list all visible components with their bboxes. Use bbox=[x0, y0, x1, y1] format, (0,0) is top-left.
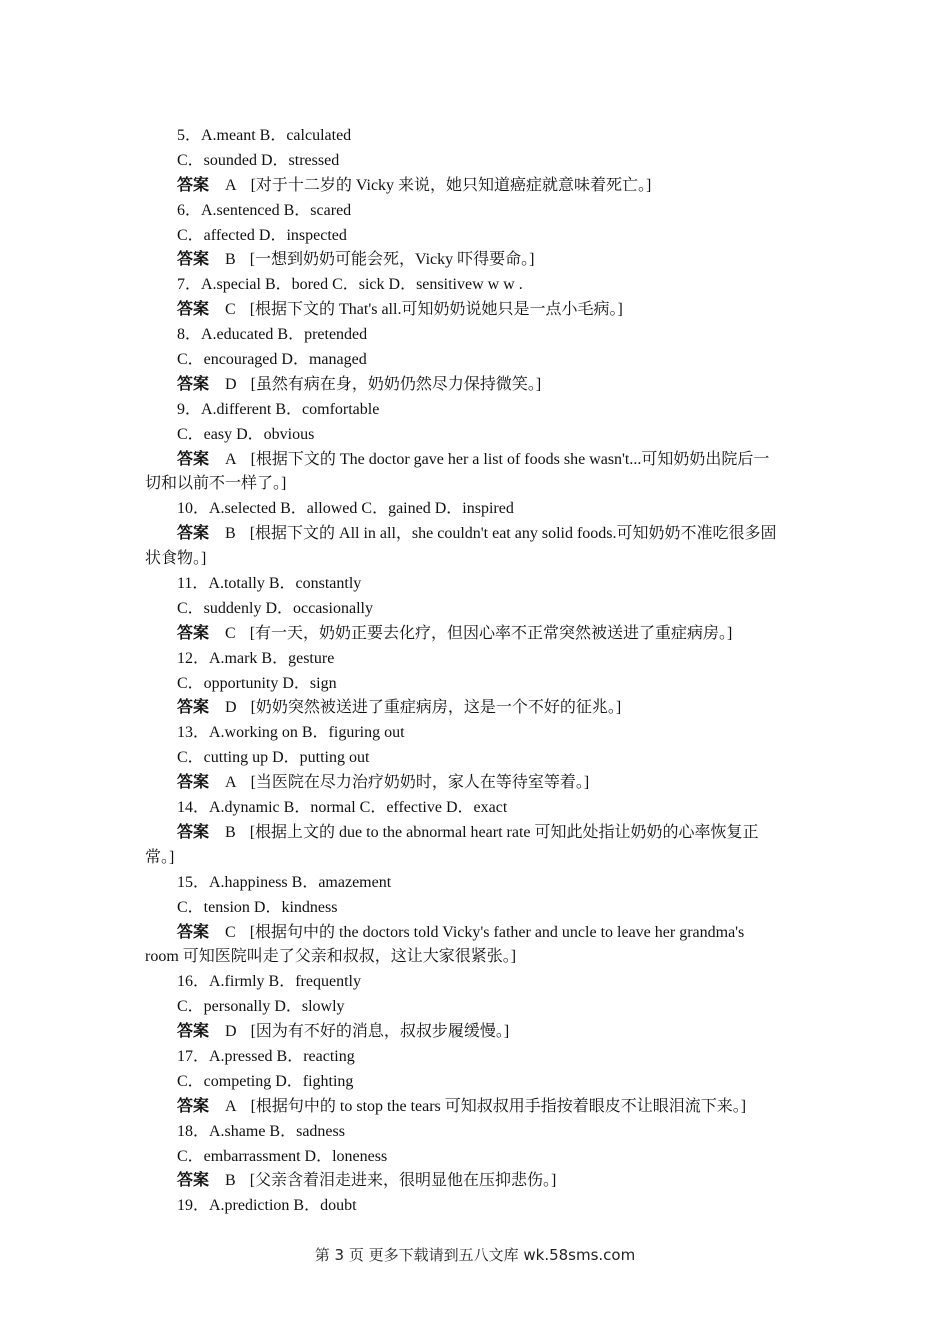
answer-explanation: [因为有不好的消息，叔叔步履缓慢。] bbox=[250, 1023, 510, 1041]
question-options: 9．A.different B．comfortable bbox=[177, 400, 380, 418]
answer-line bbox=[145, 921, 807, 946]
question-options: C．personally D．slowly bbox=[177, 998, 345, 1016]
answer-line bbox=[145, 248, 807, 273]
answer-label: 答案 bbox=[177, 1172, 210, 1190]
answer-line bbox=[145, 1095, 807, 1120]
answer-explanation-continued: room 可知医院叫走了父亲和叔叔，这让大家很紧张。] bbox=[145, 948, 517, 966]
answer-explanation: [根据上文的 due to the abnormal heart rate 可知此处指让奶奶的心率恢复正 bbox=[249, 823, 759, 841]
question-options: 15．A.happiness B．amazement bbox=[177, 873, 392, 891]
question-options: 18．A.shame B．sadness bbox=[177, 1122, 345, 1140]
answer-key: D bbox=[225, 699, 237, 717]
answer-key: B bbox=[225, 251, 236, 269]
question-options: C．tension D．kindness bbox=[177, 898, 338, 916]
answer-explanation: [根据句中的 the doctors told Vicky's father and uncle to leave her grandma's bbox=[249, 923, 745, 941]
answer-key: D bbox=[225, 375, 237, 393]
answer-explanation: [对于十二岁的 Vicky 来说，她只知道癌症就意味着死亡。] bbox=[250, 176, 652, 194]
question-options: 17．A.pressed B．reacting bbox=[177, 1047, 355, 1065]
answer-line bbox=[145, 1020, 807, 1045]
question-options: C．competing D．fighting bbox=[177, 1072, 354, 1090]
answer-key: C bbox=[225, 301, 236, 319]
question-options: 5．A.meant B．calculated bbox=[177, 127, 352, 144]
answer-label: 答案 bbox=[177, 699, 210, 717]
answer-label: 答案 bbox=[177, 823, 210, 841]
answer-key: A bbox=[225, 1097, 237, 1115]
question-options: C．easy D．obvious bbox=[177, 425, 315, 443]
question-options: 12．A.mark B．gesture bbox=[177, 649, 335, 667]
answer-label: 答案 bbox=[177, 251, 210, 269]
answer-label: 答案 bbox=[177, 525, 210, 543]
answer-explanation: [当医院在尽力治疗奶奶时，家人在等待室等着。] bbox=[250, 774, 590, 792]
question-options: 10．A.selected B．allowed C．gained D．inspired bbox=[177, 500, 514, 518]
question-options: C．suddenly D．occasionally bbox=[177, 599, 373, 617]
answer-label: 答案 bbox=[177, 923, 210, 941]
question-options: 7．A.special B．bored C．sick D．sensitivew w w . bbox=[177, 276, 523, 294]
answer-line bbox=[145, 174, 807, 199]
answer-key: A bbox=[225, 176, 237, 194]
question-options: 8．A.educated B．pretended bbox=[177, 326, 368, 344]
answer-label: 答案 bbox=[177, 1097, 210, 1115]
answer-line bbox=[145, 1169, 807, 1194]
question-options: C．encouraged D．managed bbox=[177, 351, 367, 369]
answer-explanation: [根据句中的 to stop the tears 可知叔叔用手指按着眼皮不让眼泪流下来。] bbox=[250, 1097, 747, 1115]
answer-label: 答案 bbox=[177, 624, 210, 642]
answer-label: 答案 bbox=[177, 774, 210, 792]
answer-key: A bbox=[225, 774, 237, 792]
question-options: 16．A.firmly B．frequently bbox=[177, 973, 361, 991]
answer-explanation-continued: 常。] bbox=[145, 848, 175, 866]
question-options: 13．A.working on B．figuring out bbox=[177, 724, 405, 742]
answer-key: C bbox=[225, 923, 236, 941]
answer-line bbox=[145, 771, 807, 796]
page-footer: 第 3 页 更多下载请到五八文库 wk.58sms.com bbox=[314, 1246, 636, 1264]
answer-label: 答案 bbox=[177, 375, 210, 393]
answer-key: B bbox=[225, 823, 236, 841]
answer-line bbox=[145, 448, 807, 473]
question-options: C．embarrassment D．loneness bbox=[177, 1147, 388, 1165]
answer-key: A bbox=[225, 450, 237, 468]
question-options: 19．A.prediction B．doubt bbox=[177, 1197, 357, 1215]
answer-explanation-continued: 切和以前不一样了。] bbox=[145, 475, 287, 493]
answer-explanation-continued: 状食物。] bbox=[145, 550, 207, 568]
question-options: C．cutting up D．putting out bbox=[177, 749, 370, 767]
question-options: 11．A.totally B．constantly bbox=[177, 575, 362, 593]
answer-explanation: [根据下文的 All in all，she couldn't eat any solid foods.可知奶奶不准吃很多固 bbox=[249, 525, 777, 543]
question-options: 14．A.dynamic B．normal C．effective D．exact bbox=[177, 799, 508, 817]
answer-key: D bbox=[225, 1023, 237, 1041]
answer-key: C bbox=[225, 624, 236, 642]
answer-key: B bbox=[225, 1172, 236, 1190]
answer-line bbox=[145, 696, 807, 721]
answer-label: 答案 bbox=[177, 1023, 210, 1041]
question-options: 6．A.sentenced B．scared bbox=[177, 201, 352, 219]
answer-label: 答案 bbox=[177, 450, 210, 468]
answer-label: 答案 bbox=[177, 176, 210, 194]
question-list bbox=[145, 124, 807, 1219]
answer-line bbox=[145, 522, 807, 547]
answer-explanation: [奶奶突然被送进了重症病房，这是一个不好的征兆。] bbox=[250, 699, 622, 717]
answer-explanation: [根据下文的 That's all.可知奶奶说她只是一点小毛病。] bbox=[249, 301, 623, 319]
question-options: C．opportunity D．sign bbox=[177, 674, 337, 692]
answer-line bbox=[145, 622, 807, 647]
question-options: C．affected D．inspected bbox=[177, 226, 347, 244]
answer-explanation: [一想到奶奶可能会死，Vicky 吓得要命。] bbox=[249, 251, 535, 269]
answer-key: B bbox=[225, 525, 236, 543]
answer-explanation: [有一天，奶奶正要去化疗，但因心率不正常突然被送进了重症病房。] bbox=[249, 624, 733, 642]
answer-label: 答案 bbox=[177, 301, 210, 319]
answer-explanation: [虽然有病在身，奶奶仍然尽力保持微笑。] bbox=[250, 375, 542, 393]
answer-line bbox=[145, 821, 807, 846]
answer-line bbox=[145, 373, 807, 398]
answer-explanation: [根据下文的 The doctor gave her a list of foods she wasn't...可知奶奶出院后一 bbox=[250, 450, 770, 468]
question-options: C．sounded D．stressed bbox=[177, 151, 340, 169]
answer-line bbox=[145, 298, 807, 323]
answer-explanation: [父亲含着泪走进来，很明显他在压抑悲伤。] bbox=[249, 1172, 557, 1190]
